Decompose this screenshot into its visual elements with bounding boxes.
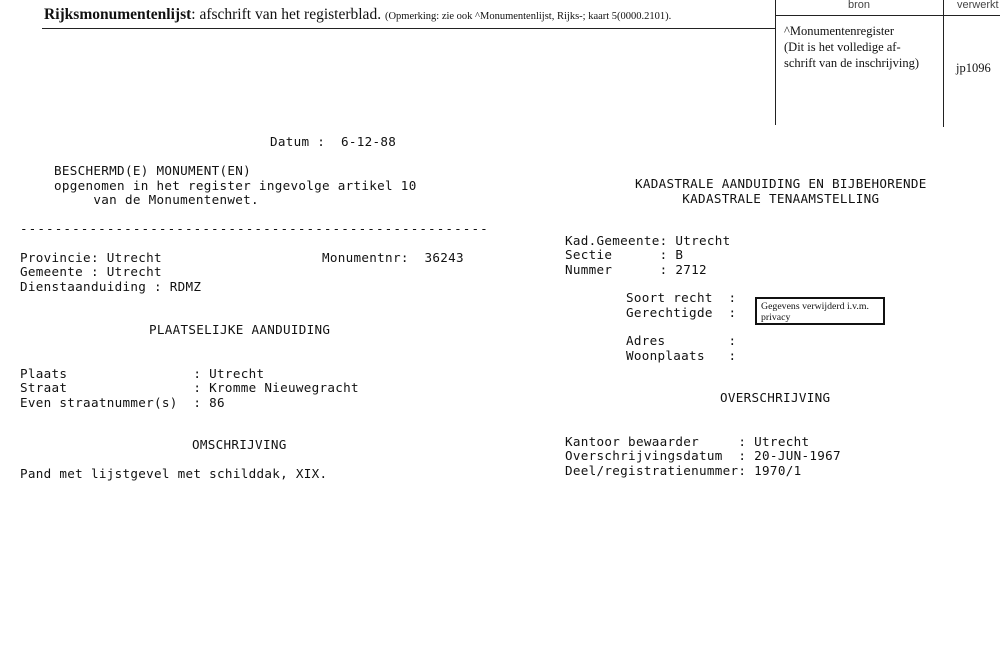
- column-header-bron: bron: [847, 0, 871, 11]
- column-header-verwerkt: verwerkt: [957, 0, 999, 11]
- omschrijving-text: Pand met lijstgevel met schilddak, XIX.: [20, 466, 328, 481]
- gerechtigde-line: Gerechtigde :: [626, 305, 737, 320]
- woonplaats-line: Woonplaats :: [626, 348, 737, 363]
- table-border-left: [775, 0, 776, 125]
- dashed-divider: ------------------------------------------------------: [20, 221, 489, 236]
- kantoor-line: Kantoor bewaarder : Utrecht: [565, 434, 810, 449]
- soort-recht-line: Soort recht :: [626, 290, 737, 305]
- deel-line: Deel/registratienummer: 1970/1: [565, 463, 802, 478]
- title-note: (Opmerking: zie ook ^Monumentenlijst, Rijks-; kaart 5(0000.2101).: [384, 11, 672, 22]
- straat-line: Straat : Kromme Nieuwegracht: [20, 380, 359, 395]
- sectie-line: Sectie : B: [565, 247, 684, 262]
- title-rest: : afschrift van het registerblad.: [191, 6, 382, 23]
- kadastrale-heading: KADASTRALE AANDUIDING EN BIJBEHORENDE KADASTRALE TENAAMSTELLING: [635, 176, 927, 206]
- header-rule: [42, 28, 775, 29]
- kad-gemeente-line: Kad.Gemeente: Utrecht: [565, 233, 731, 248]
- nummer-line: Nummer : 2712: [565, 262, 707, 277]
- datum-line: Datum : 6-12-88: [270, 134, 397, 149]
- plaatselijke-heading: PLAATSELIJKE AANDUIDING: [149, 322, 331, 337]
- gemeente-line: Gemeente : Utrecht: [20, 264, 162, 279]
- adres-line: Adres :: [626, 333, 737, 348]
- provincie-line: Provincie: Utrecht: [20, 250, 162, 265]
- bron-cell: ^Monumentenregister (Dit is het volledige af- schrift van de inschrijving): [784, 24, 920, 70]
- source-table: [775, 0, 1000, 125]
- omschrijving-heading: OMSCHRIJVING: [192, 437, 287, 452]
- page-title: [44, 6, 671, 24]
- monumentnr-line: Monumentnr: 36243: [322, 250, 464, 265]
- even-line: Even straatnummer(s) : 86: [20, 395, 225, 410]
- plaats-line: Plaats : Utrecht: [20, 366, 265, 381]
- privacy-redaction-box: Gegevens verwijderd i.v.m. privacy: [755, 297, 885, 325]
- title-bold: Rijksmonumentenlijst: [44, 6, 192, 23]
- verwerkt-cell: jp1096: [956, 61, 991, 75]
- dienst-line: Dienstaanduiding : RDMZ: [20, 279, 202, 294]
- overschrijvingsdatum-line: Overschrijvingsdatum : 20-JUN-1967: [565, 448, 841, 463]
- table-header-rule: [775, 15, 1000, 16]
- monument-heading: BESCHERMD(E) MONUMENT(EN) opgenomen in het register ingevolge artikel 10 van de Monumentenwet.: [54, 163, 417, 207]
- overschrijving-heading: OVERSCHRIJVING: [720, 390, 831, 405]
